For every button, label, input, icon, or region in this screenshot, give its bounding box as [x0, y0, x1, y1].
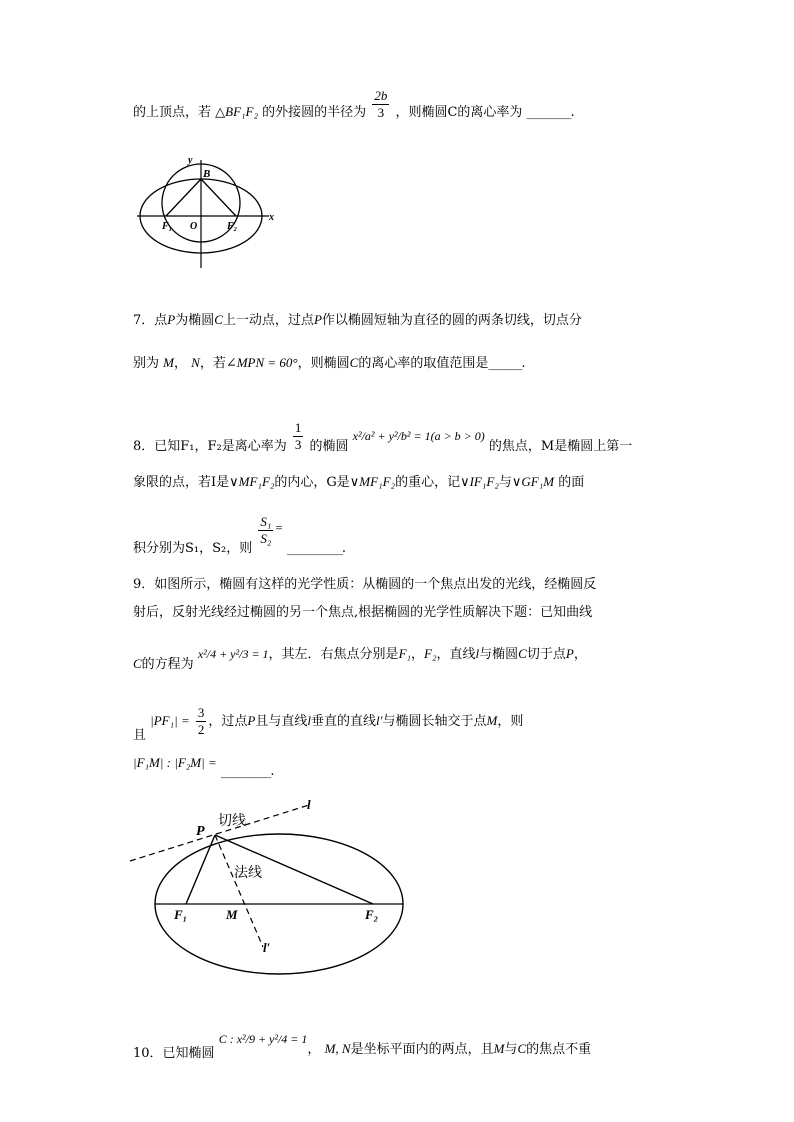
q9-text-4a: 且 — [133, 728, 147, 743]
q6-fraction — [372, 88, 389, 121]
q8-ratio-den: S₂ — [260, 531, 272, 546]
q7-text-g: ，则椭圆 — [297, 356, 350, 371]
figure-optical-property — [128, 795, 418, 995]
q9-line-l-2: l — [307, 713, 311, 728]
q7-curve-c: C — [214, 312, 223, 327]
figure-ellipse-circle — [135, 150, 280, 272]
q9-pf1-den: 2 — [197, 722, 205, 737]
q7-line-1 — [133, 309, 582, 328]
q8-triangle-1: ∨MF₁F₂ — [229, 474, 275, 489]
q7-point-m: M — [163, 355, 174, 370]
q8-text-i: 积分别为S₁，S₂，则 — [133, 541, 253, 556]
q9-text-3c: ，直线 — [436, 647, 476, 662]
q9-point-p: P — [565, 646, 574, 661]
q7-angle: ∠MPN = 60° — [225, 355, 298, 370]
fig1-label-o: O — [190, 221, 198, 232]
q9-f2: F₂ — [424, 646, 437, 661]
fig2-label-f1: F₁ — [174, 907, 188, 922]
q7-text-h: 的离心率的取值范围是 — [358, 356, 489, 371]
q8-text-e: 的内心，G是 — [274, 475, 350, 490]
q7-text-d: 作以椭圆短轴为直径的圆的两条切线，切点分 — [321, 313, 582, 328]
q9-f1: F₁ — [398, 646, 412, 661]
fig2-label-l: l — [307, 797, 311, 812]
q9-text-2: 射后，反射光线经过椭圆的另一个焦点,根据椭圆的光学性质解决下题：已知曲线 — [133, 605, 593, 620]
q10-text-a: 10．已知椭圆 — [133, 1046, 215, 1061]
q6-text-1: 的上顶点，若 — [133, 105, 212, 120]
q9-text-4b: ，过点 — [208, 714, 248, 729]
q9-text-3b: ，其左．右焦点分别是 — [268, 647, 399, 662]
q9-point-p-2: P — [247, 713, 256, 728]
q9-line-l: l — [475, 646, 480, 661]
q7-blank: ______. — [488, 356, 525, 371]
q8-text-b: 的椭圆 — [309, 439, 349, 454]
q7-text-e: 别为 — [133, 356, 160, 371]
q7-point-p-2: P — [313, 312, 322, 327]
q10-text-d: 与 — [504, 1042, 518, 1057]
fig2-label-f2: F₂ — [365, 907, 379, 922]
q9-ratio: |F₁M| : |F₂M| = — [133, 755, 217, 770]
q8-line-3 — [133, 514, 346, 556]
q6-text-3: ，则椭圆C的离心率为 — [395, 105, 523, 120]
q9-line-lprime: l′ — [376, 713, 383, 728]
q7-text-a: 7．点 — [133, 313, 168, 328]
q9-pf1-num: 3 — [197, 705, 205, 720]
q9-point-m: M — [486, 713, 498, 728]
fig1-tri-left — [166, 179, 201, 216]
q8-text-g: 与 — [498, 475, 512, 490]
q9-curve-c-2: C — [518, 646, 527, 661]
q6-triangle: △BF₁F₂ — [215, 104, 259, 119]
q10-curve-c: C — [517, 1041, 527, 1056]
fig1-label-y: y — [188, 155, 193, 166]
fig2-label-lprime: l′ — [263, 940, 271, 955]
q6-blank: ________. — [526, 105, 574, 120]
q6-text-2: 的外接圆的半径为 — [262, 105, 367, 120]
q9-line-5 — [133, 755, 274, 779]
q7-point-n: N — [191, 355, 200, 370]
q8-ellipse-equation: x²/a² + y²/b² = 1(a > b > 0) — [352, 429, 485, 443]
q8-ratio — [258, 514, 273, 547]
q8-e-num: 1 — [294, 420, 302, 435]
q10-points-mn: M, N — [324, 1041, 351, 1056]
q10-point-m: M — [493, 1041, 505, 1056]
q10-text-b: ， — [307, 1042, 321, 1057]
q6-frac-num: 2b — [374, 88, 388, 103]
fig2-label-normal: 法线 — [234, 866, 262, 881]
q7-text-f: ，若 — [199, 356, 226, 371]
q9-line-4-rest — [208, 714, 523, 729]
q6-frac-den: 3 — [377, 105, 385, 120]
q9-text-3e: 切于点 — [526, 647, 566, 662]
fig2-label-tangent: 切线 — [218, 814, 246, 829]
q8-equals: = — [275, 520, 283, 535]
q8-text-h: 的面 — [558, 475, 585, 490]
q9-curve-c: C — [133, 656, 142, 671]
q8-line-2 — [133, 471, 584, 490]
q10-line — [133, 1032, 592, 1061]
fig2-normal-line — [215, 835, 263, 947]
q10-text-e: 的焦点不重 — [526, 1042, 592, 1057]
q7-text-b: 为椭圆 — [175, 313, 215, 328]
q9-blank: _________. — [220, 764, 274, 779]
q8-ratio-num: S₁ — [260, 514, 272, 529]
q8-blank: __________. — [286, 541, 346, 556]
q9-text-4f: ，则 — [497, 714, 524, 729]
q9-line-4 — [133, 705, 524, 743]
q8-eccentricity — [293, 420, 304, 453]
q9-text-3a: 的方程为 — [141, 657, 194, 672]
q8-text-d: 象限的点，若I是 — [133, 475, 230, 490]
fig1-label-f2: F₂ — [227, 221, 238, 232]
q9-line-2 — [133, 601, 592, 620]
q9-line-3: C的方程为 x²/4 + y²/3 = 1，其左．右焦点分别是F₁，F₂，直线l与椭圆C切于点P， — [133, 646, 587, 672]
q9-text-4e: 与椭圆长轴交于点 — [382, 714, 487, 729]
q9-text-3d: 与椭圆 — [479, 647, 519, 662]
q8-triangle-3: ∨IF₁F₂ — [460, 474, 499, 489]
fig1-label-x: x — [269, 212, 274, 223]
q8-text-c: 的焦点，M是椭圆上第一 — [488, 439, 633, 454]
q9-ellipse-equation: x²/4 + y²/3 = 1 — [197, 647, 269, 661]
q8-text-a: 8．已知F₁，F₂是离心率为 — [133, 439, 287, 454]
q9-pf1: |PF₁| = — [150, 713, 190, 728]
fig1-label-b: B — [203, 168, 211, 180]
fig2-pf1 — [186, 835, 215, 904]
fig1-tri-right — [201, 179, 236, 216]
fig2-label-p: P — [196, 824, 205, 839]
q8-triangle-2: ∨MF₁F₂ — [349, 474, 396, 489]
fig2-label-m: M — [226, 907, 238, 922]
q7-curve-c-2: C — [349, 355, 359, 370]
q8-text-f: 的重心，记 — [395, 475, 461, 490]
q10-ellipse-equation: C : x²/9 + y²/4 = 1 — [218, 1032, 308, 1046]
q8-line-1 — [133, 420, 633, 463]
q8-triangle-4: ∨GF₁M — [511, 474, 555, 489]
q9-text-4c: 且与直线 — [255, 714, 308, 729]
q6-line — [133, 88, 574, 129]
q7-point-p: P — [167, 312, 176, 327]
fig1-label-f1: F₁ — [162, 221, 173, 232]
q9-text-4d: 垂直的直线 — [310, 714, 376, 729]
q10-text-c: 是坐标平面内的两点，且 — [350, 1042, 494, 1057]
q7-line-2: 别为 M， N，若∠MPN = 60°，则椭圆C的离心率的取值范围是______. — [133, 355, 525, 371]
q9-line-1 — [133, 573, 596, 592]
q9-text-1: 9．如图所示，椭圆有这样的光学性质：从椭圆的一个焦点出发的光线，经椭圆反 — [133, 577, 597, 592]
q8-e-den: 3 — [294, 437, 302, 452]
q9-pf1-fraction — [196, 705, 207, 738]
q7-text-c: 上一动点，过点 — [222, 313, 314, 328]
